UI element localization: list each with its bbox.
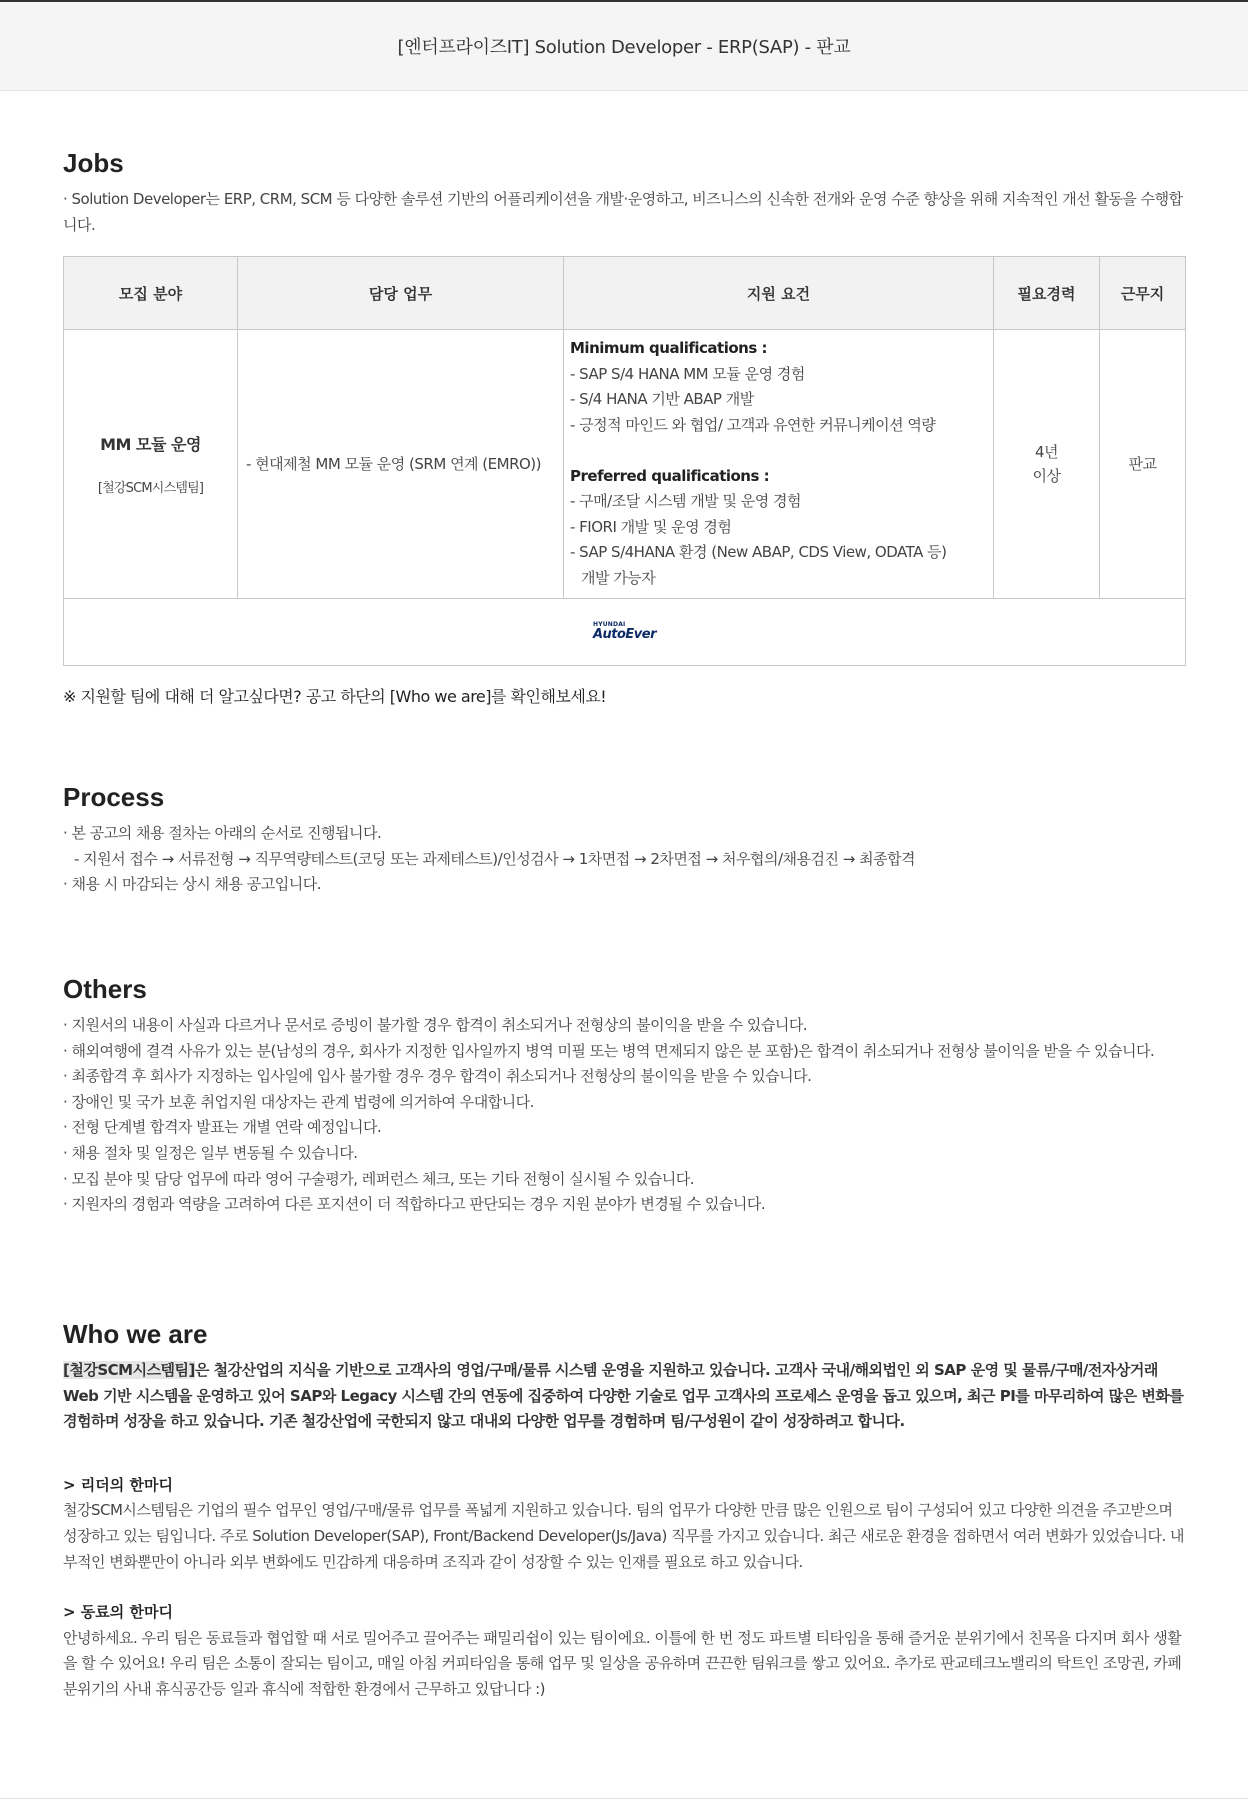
jobs-table bbox=[63, 256, 1186, 665]
team-intro-text: 은 철강산업의 지식을 기반으로 고객사의 영업/구매/물류 시스템 운영을 지원하고 있습니다. 고객사 국내/해외법인 외 SAP 운영 및 물류/구매/전자상거래 Web 기반 시스템을 운영하고 있어 SAP와 Legacy 시스템 간의 연동에 집중하여 다양한 기술로 업무 고객사의 프로세스 운영을 돕고 있으며, 최근 PI를 마무리하여 많은 변화를 경험하며 성장을 하고 있습니다. 기존 철강산업에 국한되지 않고 대내외 다양한 업무를 경험하며 팀/구성원이 같이 성장하려고 합니다. bbox=[63, 1361, 1184, 1431]
spacer bbox=[570, 439, 987, 464]
pref-qualification-item: - SAP S/4HANA 환경 (New ABAP, CDS View, ODATA 등) bbox=[570, 543, 947, 562]
header-location: 근무지 bbox=[1100, 257, 1186, 330]
jobs-heading: Jobs bbox=[63, 148, 124, 178]
others-item: · 전형 단계별 합격자 발표는 개별 연락 예정입니다. bbox=[63, 1118, 382, 1137]
others-item: · 지원서의 내용이 사실과 다르거나 문서로 증빙이 불가할 경우 합격이 취소되거나 전형상의 불이익을 받을 수 있습니다. bbox=[63, 1016, 808, 1034]
field-cell bbox=[64, 330, 238, 598]
peer-text: 안녕하세요. 우리 팀은 동료들과 협업할 때 서로 밀어주고 끌어주는 패밀리쉽이 있는 팀이에요. 이틀에 한 번 정도 파트별 티타임을 통해 즐거운 분위기에서 친목을 다지며 회사 생활을 할 수 있어요! 우리 팀은 소통이 잘되는 팀이고, 매일 아침 커피타임을 통해 업무 및 일상을 공유하며 끈끈한 팀워크를 쌓고 있어요. 추가로 판교테크노밸리의 탁트인 조망권, 카페 분위기의 사내 휴식공간등 일과 휴식에 적합한 환경에서 근무하고 있답니다 :) bbox=[63, 1628, 1182, 1698]
logo-row bbox=[64, 598, 1186, 665]
who-we-are-note: ※ 지원할 팀에 대해 더 알고싶다면? 공고 하단의 [Who we are]를 확인해보세요! bbox=[63, 686, 607, 706]
min-qualification-item: - SAP S/4 HANA MM 모듈 운영 경험 bbox=[570, 364, 805, 383]
others-heading: Others bbox=[63, 974, 147, 1004]
others-section bbox=[63, 974, 1185, 1218]
logo-brand-small: HYUNDAI bbox=[592, 620, 626, 628]
duty-cell: - 현대제철 MM 모듈 운영 (SRM 연계 (EMRO)) bbox=[238, 330, 564, 598]
header-field: 모집 분야 bbox=[64, 257, 238, 330]
process-steps: - 지원서 접수 → 서류전형 → 직무역량테스트(코딩 또는 과제테스트)/인성검사 → 1차면접 → 2차면접 → 처우협의/채용검진 → 최종합격 bbox=[74, 849, 916, 868]
page-title: [엔터프라이즈IT] Solution Developer - ERP(SAP) - 판교 bbox=[397, 37, 851, 58]
field-team: [철강SCM시스템팀] bbox=[97, 480, 204, 496]
pref-qualifications-title: Preferred qualifications : bbox=[570, 466, 770, 485]
min-qualification-item: - 긍정적 마인드 와 협업/ 고객과 유연한 커뮤니케이션 역량 bbox=[570, 415, 936, 434]
min-qualification-item: - S/4 HANA 기반 ABAP 개발 bbox=[570, 390, 754, 409]
who-we-are-section bbox=[63, 1319, 1185, 1703]
others-item: · 해외여행에 결격 사유가 있는 분(남성의 경우, 회사가 지정한 입사일까지 병역 미필 또는 병역 면제되지 않은 분 포함)은 합격이 취소되거나 전형상 불이익을 받을 수 있습니다. bbox=[63, 1041, 1155, 1060]
process-section bbox=[63, 782, 1185, 898]
who-we-are-heading: Who we are bbox=[63, 1319, 208, 1349]
peer-heading: > 동료의 한마디 bbox=[63, 1603, 173, 1622]
leader-text: 철강SCM시스템팀은 기업의 필수 업무인 영업/구매/물류 업무를 폭넓게 지원하고 있습니다. 팀의 업무가 다양한 만큼 많은 인원으로 팀이 구성되어 있고 다양한 의견을 주고받으며 성장하고 있는 팀입니다. 주로 Solution Developer(SAP), Front/Backend Developer(Js/Java) 직무를 가지고 있습니다. 최근 새로운 환경을 접하면서 여러 변화가 있었습니다. 내부적인 변화뿐만이 아니라 외부 변화에도 민감하게 대응하며 조직과 같이 성장할 수 있는 인재를 필요로 하고 있습니다. bbox=[63, 1501, 1184, 1571]
logo-cell bbox=[64, 598, 1186, 665]
hyundai-autoever-logo bbox=[593, 622, 656, 641]
others-item: · 최종합격 후 회사가 지정하는 입사일에 입사 불가할 경우 경우 합격이 취소되거나 전형상의 불이익을 받을 수 있습니다. bbox=[63, 1067, 812, 1086]
others-item: · 장애인 및 국가 보훈 취업지원 대상자는 관계 법령에 의거하여 우대합니다. bbox=[63, 1092, 534, 1111]
others-item: · 지원자의 경험과 역량을 고려하여 다른 포지션이 더 적합하다고 판단되는 경우 지원 분야가 변경될 수 있습니다. bbox=[63, 1195, 766, 1214]
table-header-row bbox=[64, 257, 1186, 330]
process-line: · 채용 시 마감되는 상시 채용 공고입니다. bbox=[63, 875, 321, 894]
location-cell: 판교 bbox=[1100, 330, 1186, 598]
jobs-intro: · Solution Developer는 ERP, CRM, SCM 등 다양한 솔루션 기반의 어플리케이션을 개발·운영하고, 비즈니스의 신속한 전개와 운영 수준 향상을 위해 지속적인 개선 활동을 수행합니다. bbox=[63, 190, 1183, 234]
page-header bbox=[0, 0, 1248, 91]
bottom-divider bbox=[0, 1798, 1248, 1799]
others-item: · 모집 분야 및 담당 업무에 따라 영어 구술평가, 레퍼런스 체크, 또는 기타 전형이 실시될 수 있습니다. bbox=[63, 1169, 694, 1188]
process-line: · 본 공고의 채용 절차는 아래의 순서로 진행됩니다. bbox=[63, 824, 382, 842]
logo-brand-big: AutoEver bbox=[592, 626, 657, 642]
team-intro bbox=[63, 1358, 1185, 1435]
experience-value: 4년 bbox=[1034, 442, 1059, 461]
pref-qualification-item-cont: 개발 가능자 bbox=[581, 568, 656, 587]
jobs-section bbox=[63, 148, 1185, 707]
others-item: · 채용 절차 및 일정은 일부 변동될 수 있습니다. bbox=[63, 1143, 358, 1162]
requirements-cell bbox=[564, 330, 994, 598]
leader-heading: > 리더의 한마디 bbox=[63, 1475, 173, 1494]
header-duty: 담당 업무 bbox=[238, 257, 564, 330]
experience-suffix: 이상 bbox=[1032, 466, 1061, 485]
header-experience: 필요경력 bbox=[994, 257, 1100, 330]
pref-qualification-item: - FIORI 개발 및 운영 경험 bbox=[570, 517, 732, 536]
experience-cell bbox=[994, 330, 1100, 598]
header-requirements: 지원 요건 bbox=[564, 257, 994, 330]
team-tag: [철강SCM시스템팀] bbox=[63, 1361, 195, 1379]
process-heading: Process bbox=[63, 782, 165, 812]
field-name: MM 모듈 운영 bbox=[100, 434, 201, 454]
pref-qualification-item: - 구매/조달 시스템 개발 및 운영 경험 bbox=[570, 492, 801, 511]
min-qualifications-title: Minimum qualifications : bbox=[570, 339, 767, 358]
table-row bbox=[64, 330, 1186, 598]
